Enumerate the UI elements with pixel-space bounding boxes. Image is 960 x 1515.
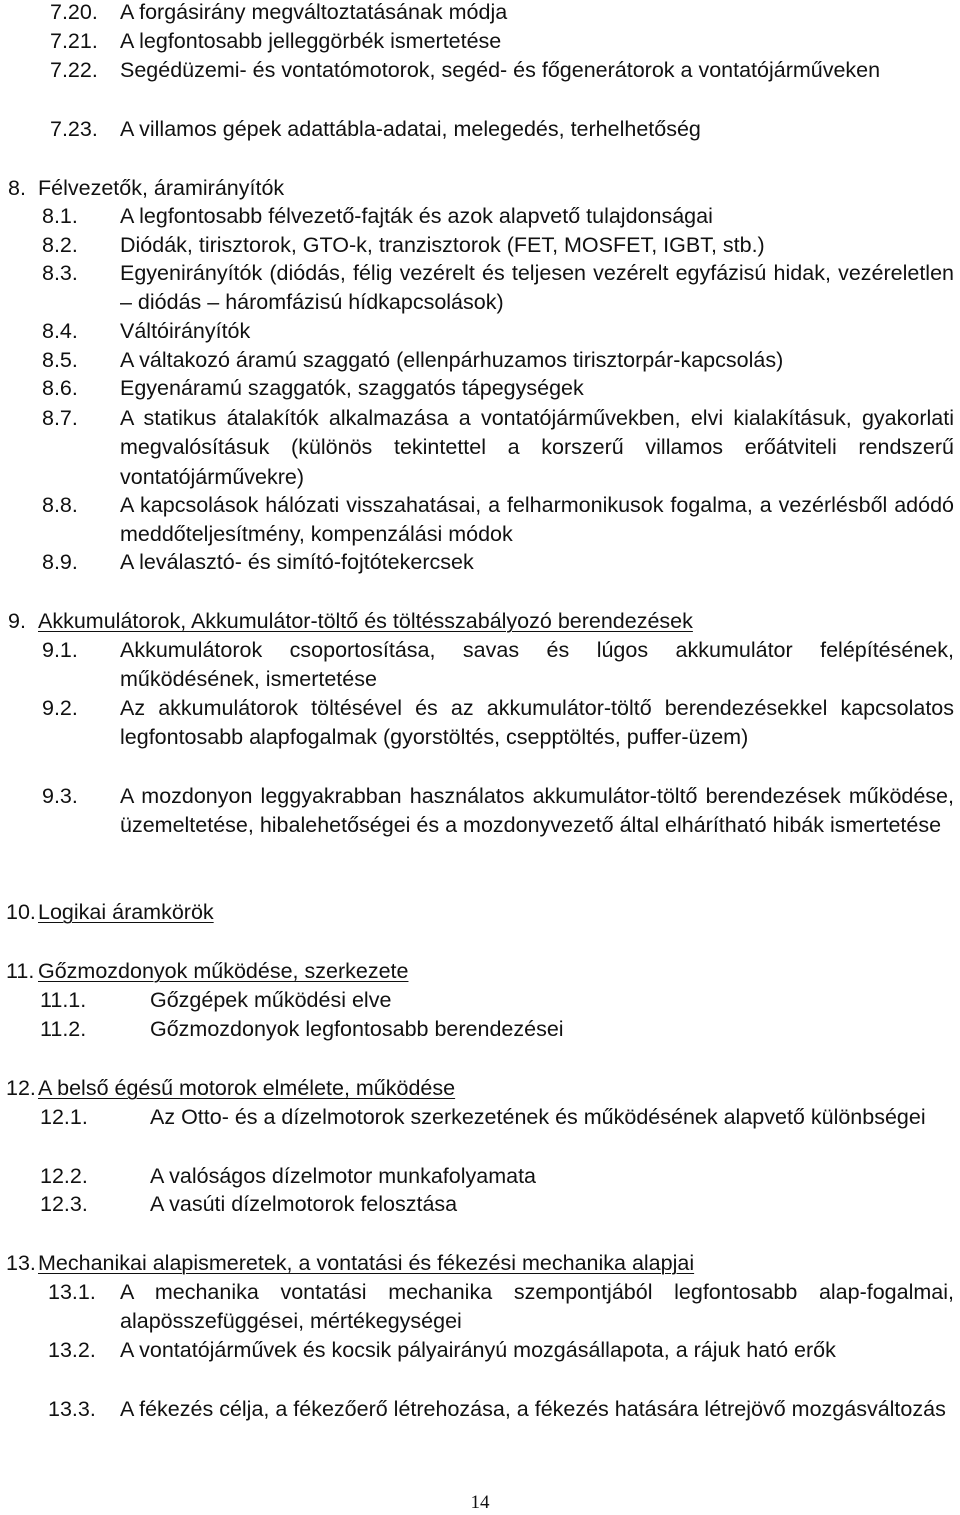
toc-item-7-21: 7.21. A legfontosabb jelleggörbék ismertetése [50,29,502,53]
toc-item-13-3: 13.3. A fékezés célja, a fékezőerő létrehozása, a fékezés hatására létrejövő mozgásváltozás [48,1397,946,1421]
toc-item-9-2: 9.2. Az akkumulátorok töltésével és az akkumulátor-töltő berendezésekkel kapcsolatos legfontosabb alapfogalmak (gyorstöltés, csepptöltés, puffer-üzem) [42,696,954,750]
toc-item-7-22: 7.22. Segédüzemi- és vontatómotorok, segéd- és főgenerátorok a vontatójárműveken [50,58,881,82]
toc-item-8-5: 8.5. A váltakozó áramú szaggató (ellenpárhuzamos tirisztorpár-kapcsolás) [42,348,784,372]
toc-item-13-1: 13.1. A mechanika vontatási mechanika szempontjából legfontosabb alap-fogalmai, alapösszefüggései, mértékegységei [48,1280,954,1334]
toc-item-11-1: 11.1. Gőzgépek működési elve [40,988,392,1012]
section-heading-13: 13. Mechanikai alapismeretek, a vontatási és fékezési mechanika alapjai [6,1251,695,1275]
toc-item-13-2: 13.2. A vontatójárművek és kocsik pályairányú mozgásállapota, a rájuk ható erők [48,1338,836,1362]
toc-item-9-3: 9.3. A mozdonyon leggyakrabban használatos akkumulátor-töltő berendezések működése, üzemeltetése, hibalehetőségei és a mozdonyvezető által elhárítható hibák ismertetése [42,784,954,838]
section-heading-8: 8. Félvezetők, áramirányítók [8,176,285,200]
toc-item-11-2: 11.2. Gőzmozdonyok legfontosabb berendezései [40,1017,564,1041]
toc-item-12-2: 12.2. A valóságos dízelmotor munkafolyamata [40,1164,537,1188]
toc-item-8-1: 8.1. A legfontosabb félvezető-fajták és azok alapvető tulajdonságai [42,204,713,228]
toc-item-8-7: 8.7. A statikus átalakítók alkalmazása a vontatójárművekben, elvi kialakításuk, gyakorlati megvalósításuk (különös tekintettel a korszerű villamos erőátviteli rendszerű vontatójárművekre) [42,406,954,489]
page-number: 14 [470,1492,490,1513]
toc-item-8-9: 8.9. A leválasztó- és simító-fojtótekercsek [42,550,474,574]
toc-item-8-3: 8.3. Egyenirányítók (diódás, félig vezérelt és teljesen vezérelt egyfázisú hidak, vezéreletlen – diódás – háromfázisú hídkapcsolások) [42,261,954,315]
toc-item-12-3: 12.3. A vasúti dízelmotorok felosztása [40,1192,458,1216]
toc-item-7-23: 7.23. A villamos gépek adattábla-adatai, melegedés, terhelhetőség [50,117,701,141]
toc-item-8-2: 8.2. Diódák, tirisztorok, GTO-k, tranzisztorok (FET, MOSFET, IGBT, stb.) [42,233,765,257]
toc-item-9-1: 9.1. Akkumulátorok csoportosítása, savas és lúgos akkumulátor felépítésének, működésének, ismertetése [42,638,954,692]
toc-item-8-4: 8.4. Váltóirányítók [42,319,251,343]
section-heading-11: 11. Gőzmozdonyok működése, szerkezete [6,959,409,983]
section-heading-9: 9. Akkumulátorok, Akkumulátor-töltő és töltésszabályozó berendezések [8,609,693,633]
toc-item-7-20: 7.20. A forgásirány megváltoztatásának módja [50,0,508,24]
toc-item-12-1: 12.1. Az Otto- és a dízelmotorok szerkezetének és működésének alapvető különbségei [40,1105,926,1129]
toc-item-8-8: 8.8. A kapcsolások hálózati visszahatásai, a felharmonikusok fogalma, a vezérlésből adódó meddőteljesítmény, kompenzálási módok [42,493,954,547]
section-heading-12: 12. A belső égésű motorok elmélete, működése [6,1076,456,1100]
section-heading-10: 10. Logikai áramkörök [6,900,214,924]
toc-item-8-6: 8.6. Egyenáramú szaggatók, szaggatós tápegységek [42,376,584,400]
